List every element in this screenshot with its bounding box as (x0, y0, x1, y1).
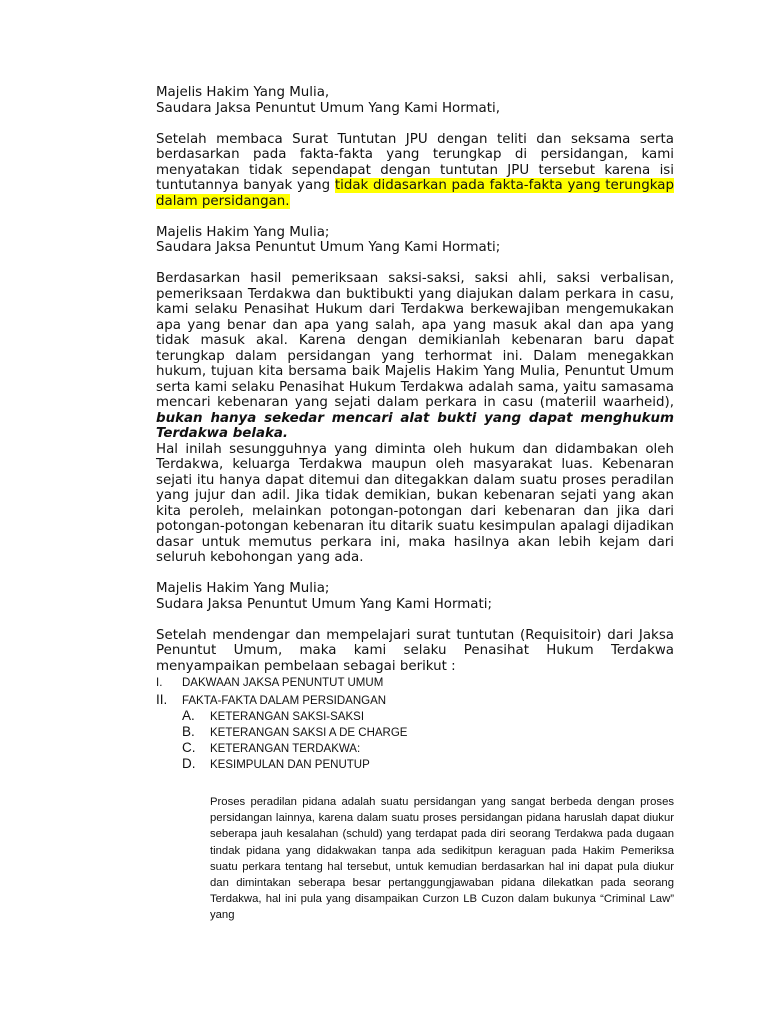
salutation-line: Saudara Jaksa Penuntut Umum Yang Kami Hormati; (156, 240, 501, 255)
outline-subitem (156, 756, 674, 772)
emphasis-text: bukan hanya sekedar mencari alat bukti yang dapat menghukum Terdakwa belaka. (156, 410, 674, 441)
outline-label: FAKTA-FAKTA DALAM PERSIDANGAN (182, 695, 387, 707)
outline-number: D. (182, 756, 196, 771)
outline-number: A. (182, 708, 195, 723)
outline-label: KETERANGAN SAKSI A DE CHARGE (210, 727, 408, 739)
salutation-line: Saudara Jaksa Penuntut Umum Yang Kami Hormati, (156, 100, 500, 116)
outline-item (156, 676, 674, 692)
paragraph-opening (156, 132, 674, 210)
salutation-line: Majelis Hakim Yang Mulia, (156, 85, 330, 100)
paragraph-continuation: Hal inilah sesungguhnya yang diminta oleh hukum dan didambakan oleh Terdakwa, keluarga Terdakwa maupun oleh masyarakat luas. Kebenaran sejati itu hanya dapat ditemui dan ditegakkan dalam suatu proses peradilan yang jujur dan adil. Jika tidak demikian, bukan kebenaran sejati yang akan kita peroleh, melainkan potongan-potongan dari kebenaran dan jika dari potongan-potongan kebenaran itu ditarik suatu kesimpulan apalagi dijadikan dasar untuk memutus perkara ini, maka hasilnya akan lebih kejam dari seluruh kebohongan yang ada. (156, 441, 674, 565)
outline-label: KETERANGAN TERDAKWA: (210, 743, 361, 755)
outline-label: KESIMPULAN DAN PENUTUP (210, 759, 370, 771)
outline-number: I. (156, 677, 163, 689)
paragraph-text: Berdasarkan hasil pemeriksaan saksi-saksi, saksi ahli, saksi verbalisan, pemeriksaan Terdakwa dan buktibukti yang diajukan dalam perkara in casu, kami selaku Penasihat Hukum dari Terdakwa berkewajiban mengemukakan apa yang benar dan apa yang salah, apa yang masuk akal dan apa yang tidak masuk akal. Karena dengan demikianlah kebenaran baru dapat terungkap dalam persidangan yang terhormat ini. Dalam menegakkan hukum, tujuan kita bersama baik Majelis Hakim Yang Mulia, Penuntut Umum serta kami selaku Penasihat Hukum Terdakwa adalah sama, yaitu samasama mencari kebenaran yang sejati dalam perkara in casu (materiil waarheid), (156, 271, 674, 410)
paragraph-intro-list: Setelah mendengar dan mempelajari surat tuntutan (Requisitoir) dari Jaksa Penuntut Umum, maka kami selaku Penasihat Hukum Terdakwa menyampaikan pembelaan sebagai berikut : (156, 627, 674, 674)
salutation-line: Majelis Hakim Yang Mulia; (156, 224, 330, 240)
outline-subitem (156, 724, 674, 740)
highlighted-text: tidak didasarkan pada fakta-fakta yang terungkap dalam persidangan. (156, 178, 674, 209)
outline-label: DAKWAAN JAKSA PENUNTUT UMUM (182, 677, 384, 689)
outline-list (156, 676, 674, 772)
outline-number: II. (156, 692, 168, 707)
salutation-line: Sudara Jaksa Penuntut Umum Yang Kami Hormati; (156, 596, 492, 612)
outline-label: KETERANGAN SAKSI-SAKSI (210, 711, 365, 723)
outline-subitem (156, 740, 674, 756)
paragraph-small: Proses peradilan pidana adalah suatu persidangan yang sangat berbeda dengan proses persidangan lainnya, karena dalam suatu proses persidangan pidana haruslah dapat diukur seberapa jauh kesalahan (schuld) yang terdapat pada diri seorang Terdakwa pada dugaan tindak pidana yang didakwakan tanpa ada sedikitpun keraguan pada Hakim Pemeriksa suatu perkara tentang hal tersebut, untuk kemudian berdasarkan hal ini dapat pula diukur dan dimintakan seberapa besar pertanggungjawaban pidana dilekatkan pada seorang Terdakwa, hal ini pula yang disampaikan Curzon LB Cuzon dalam bukunya “Criminal Law” yang (210, 796, 674, 922)
paragraph-text: Setelah membaca Surat Tuntutan JPU dengan teliti dan seksama serta berdasarkan pada fakta-fakta yang terungkap di persidangan, kami menyatakan tidak sependapat dengan tuntutan JPU tersebut karena isi tuntutannya banyak yang (156, 131, 674, 193)
paragraph-argument (156, 271, 674, 442)
outline-subitem (156, 708, 674, 724)
document-body (156, 85, 674, 772)
salutation-line: Majelis Hakim Yang Mulia; (156, 581, 330, 596)
outline-item (156, 692, 674, 708)
outline-number: C. (182, 740, 196, 755)
outline-number: B. (182, 724, 195, 739)
